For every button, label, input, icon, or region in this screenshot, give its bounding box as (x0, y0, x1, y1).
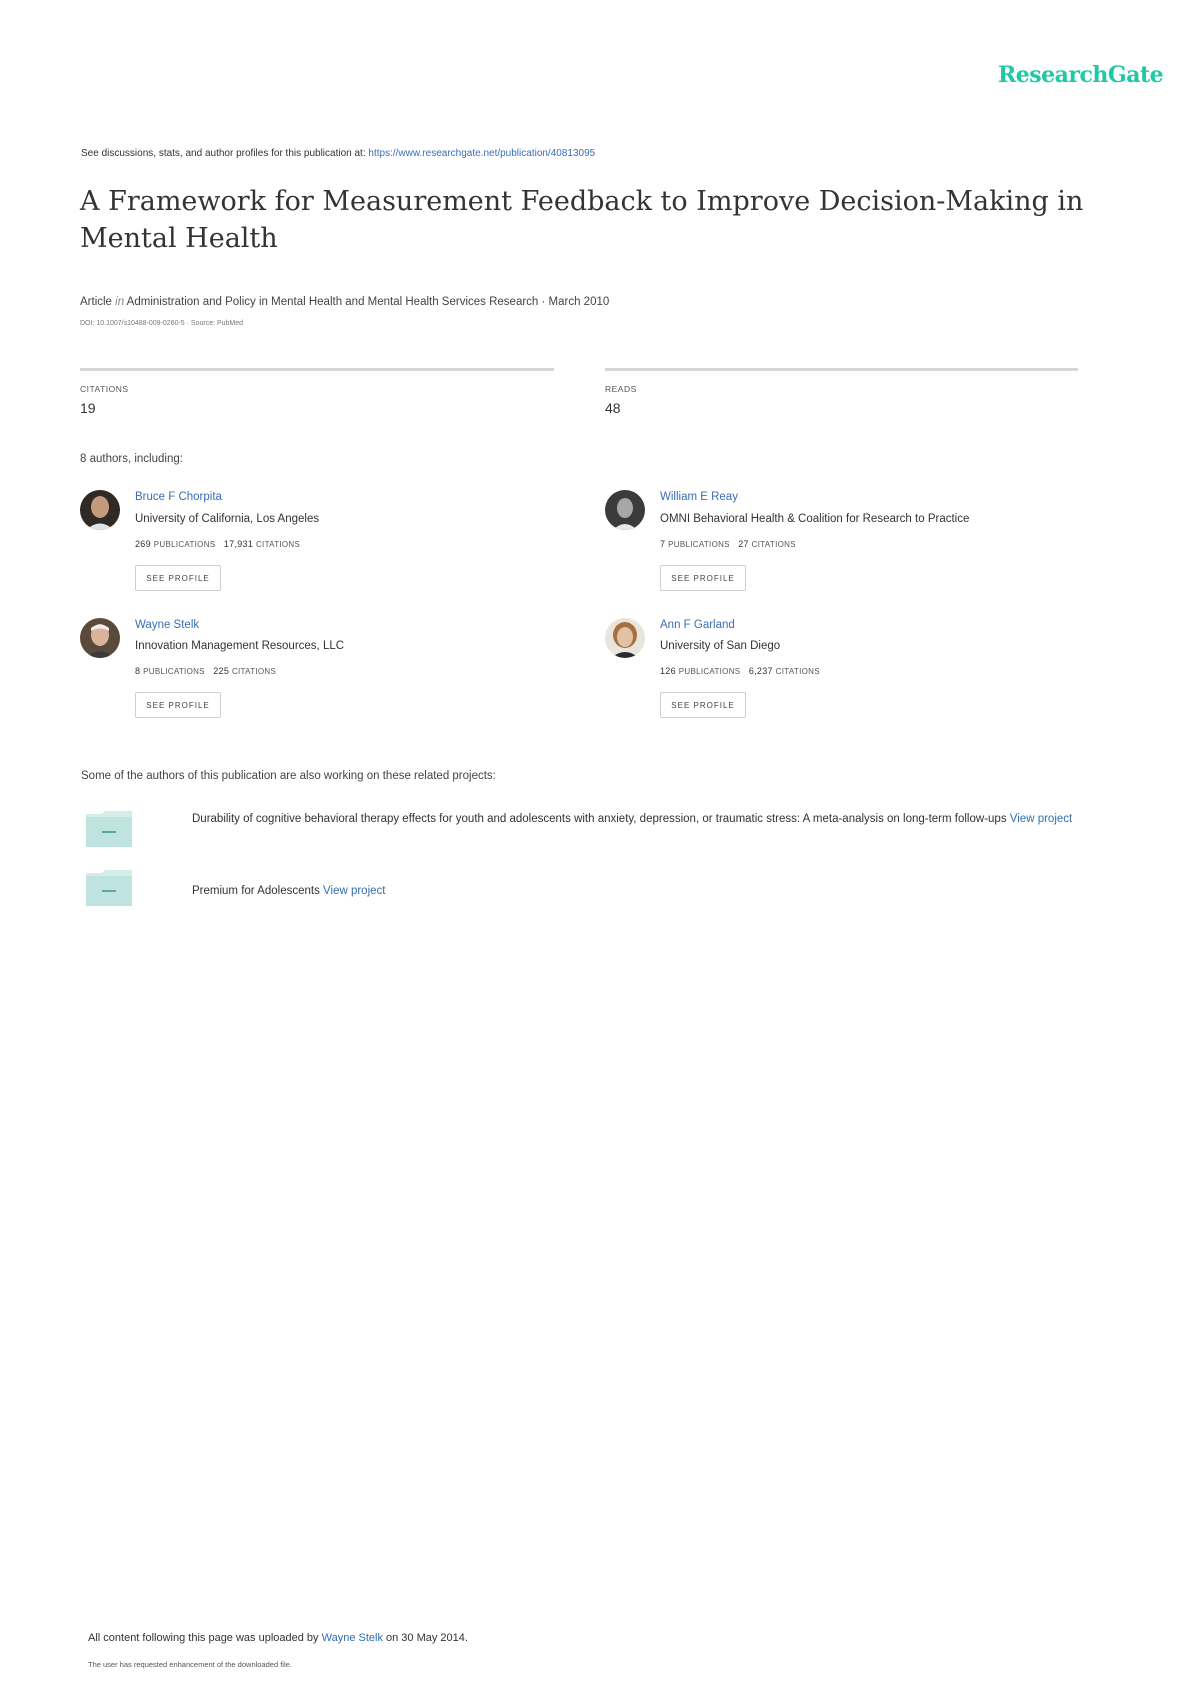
publications-label: PUBLICATIONS (143, 667, 205, 676)
person-photo-icon (605, 490, 645, 530)
publication-count: 126 (660, 666, 676, 676)
author-stats (135, 666, 276, 676)
publications-label: PUBLICATIONS (678, 667, 741, 676)
citations-value: 19 (80, 400, 96, 416)
project-item (192, 880, 1132, 902)
reads-value: 48 (605, 400, 621, 416)
upload-suffix: on 30 May 2014. (382, 1632, 468, 1644)
citation-count: 225 (213, 666, 230, 676)
in-label: in (115, 296, 125, 308)
citation-count: 27 (738, 539, 749, 549)
upload-prefix: All content following this page was uploaded by (88, 1632, 322, 1644)
uploader-link[interactable]: Wayne Stelk (321, 1632, 383, 1644)
avatar[interactable] (80, 490, 120, 530)
paper-meta (80, 296, 609, 308)
author-stats (660, 539, 796, 549)
publication-count: 269 (135, 539, 151, 549)
author-name[interactable]: Bruce F Chorpita (135, 491, 222, 503)
avatar[interactable] (80, 618, 120, 658)
publication-url-link[interactable]: https://www.researchgate.net/publication/40813095 (368, 148, 596, 159)
author-stats (135, 539, 300, 549)
publications-label: PUBLICATIONS (153, 540, 216, 549)
project-folder-icon (86, 811, 132, 847)
author-institution: Innovation Management Resources, LLC (135, 640, 345, 652)
view-project-link[interactable]: View project (323, 885, 386, 897)
article-type: Article (80, 296, 112, 308)
citation-count: 17,931 (223, 539, 254, 549)
journal-date: Administration and Policy in Mental Health and Mental Health Services Research · March 2010 (126, 296, 610, 308)
view-project-link[interactable]: View project (1009, 813, 1073, 825)
author-name[interactable]: William E Reay (660, 491, 738, 503)
person-photo-icon (80, 490, 120, 530)
related-projects-heading: Some of the authors of this publication are also working on these related projects: (81, 770, 496, 782)
authors-heading: 8 authors, including: (80, 453, 183, 465)
author-institution: OMNI Behavioral Health & Coalition for Research to Practice (660, 513, 970, 525)
see-profile-button[interactable]: SEE PROFILE (135, 692, 221, 718)
citations-label: CITATIONS (751, 540, 796, 549)
publication-count: 8 (135, 666, 141, 676)
avatar[interactable] (605, 618, 645, 658)
person-photo-icon (80, 618, 120, 658)
citations-label: CITATIONS (775, 667, 820, 676)
author-institution: University of California, Los Angeles (135, 513, 320, 525)
reads-divider (605, 368, 1078, 371)
see-profile-button[interactable]: SEE PROFILE (660, 565, 746, 591)
author-stats (660, 666, 820, 676)
researchgate-logo[interactable]: ResearchGate (998, 62, 1164, 88)
project-folder-icon (86, 870, 132, 906)
enhancement-note: The user has requested enhancement of the downloaded file. (88, 1660, 292, 1669)
project-item (192, 808, 1132, 830)
author-name[interactable]: Ann F Garland (660, 619, 735, 631)
citations-divider (80, 368, 554, 371)
citations-label: CITATIONS (231, 667, 277, 676)
project-title: Premium for Adolescents (192, 885, 320, 897)
upload-note (88, 1632, 468, 1644)
doi-source: DOI: 10.1007/s10488-009-0260-5 · Source: PubMed (80, 320, 244, 327)
project-title: Durability of cognitive behavioral therapy effects for youth and adolescents with anxiety, depression, or traumatic stress: A meta-analysis on long-term follow-ups (192, 813, 1007, 825)
see-profile-button[interactable]: SEE PROFILE (660, 692, 746, 718)
person-photo-icon (605, 618, 645, 658)
publication-link-note (81, 148, 595, 159)
citation-count: 6,237 (748, 666, 773, 676)
author-institution: University of San Diego (660, 640, 781, 652)
paper-title: A Framework for Measurement Feedback to Improve Decision-Making in Mental Health (80, 186, 1084, 254)
author-name[interactable]: Wayne Stelk (135, 619, 200, 631)
see-profile-button[interactable]: SEE PROFILE (135, 565, 221, 591)
reads-label: READS (605, 384, 637, 394)
discussion-prefix: See discussions, stats, and author profiles for this publication at: (81, 148, 369, 159)
avatar[interactable] (605, 490, 645, 530)
citations-label: CITATIONS (80, 384, 129, 394)
citations-label: CITATIONS (255, 540, 301, 549)
publication-count: 7 (660, 539, 666, 549)
publications-label: PUBLICATIONS (668, 540, 730, 549)
